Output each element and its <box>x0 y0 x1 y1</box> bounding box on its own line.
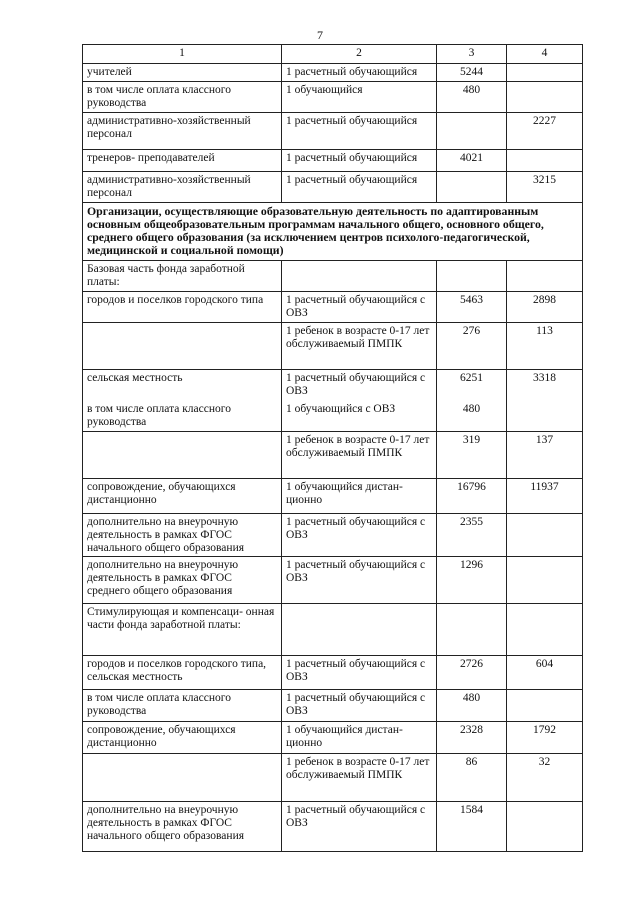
row-unit: 1 расчетный обучающийся <box>282 150 437 172</box>
row-unit: 1 ребенок в возрасте 0-17 лет обслуживаемый ПМПК <box>282 323 437 370</box>
row-unit: 1 ребенок в возрасте 0-17 лет обслуживаемый ПМПК <box>282 432 437 479</box>
row-unit <box>282 604 437 656</box>
row-value-4: 113 <box>507 323 583 370</box>
row-value-3: 480 <box>437 690 507 722</box>
table-row <box>83 261 583 292</box>
row-label: сопровождение, обучающихся дистанционно <box>83 722 282 754</box>
table-row <box>83 604 583 656</box>
section-heading: Организации, осуществляющие образовательную деятельность по адаптированным основным общеобразовательным программам начального общего, основного общего, среднего общего образования (за исключением центров психолого-педагогической, медицинской и социальной помощи) <box>83 203 583 261</box>
table-row <box>83 690 583 722</box>
row-value-3: 86 <box>437 754 507 802</box>
column-header-4: 4 <box>507 45 583 64</box>
row-unit: 1 расчетный обучающийся с ОВЗ <box>282 690 437 722</box>
row-label: Стимулирующая и компенсаци- онная части фонда заработной платы: <box>83 604 282 656</box>
table-row <box>83 292 583 323</box>
row-value-3: 319 <box>437 432 507 479</box>
row-label: городов и поселков городского типа, сельская местность <box>83 656 282 690</box>
row-label: учителей <box>83 64 282 82</box>
row-value-4 <box>507 802 583 852</box>
table-row <box>83 172 583 203</box>
row-unit: 1 расчетный обучающийся <box>282 64 437 82</box>
row-value-4: 604 <box>507 656 583 690</box>
table-row <box>83 113 583 150</box>
row-label: дополнительно на внеурочную деятельность в рамках ФГОС начального общего образования <box>83 514 282 557</box>
row-unit: 1 расчетный обучающийся с ОВЗ <box>282 557 437 604</box>
row-unit: 1 обучающийся <box>282 82 437 113</box>
row-value-4 <box>507 401 583 432</box>
row-value-3: 16796 <box>437 479 507 514</box>
table-row <box>83 802 583 852</box>
row-unit: 1 ребенок в возрасте 0-17 лет обслуживаемый ПМПК <box>282 754 437 802</box>
row-value-4: 1792 <box>507 722 583 754</box>
row-value-3: 480 <box>437 82 507 113</box>
row-label: дополнительно на внеурочную деятельность в рамках ФГОС среднего общего образования <box>83 557 282 604</box>
row-label: административно-хозяйственный персонал <box>83 113 282 150</box>
row-value-4 <box>507 64 583 82</box>
row-value-4: 2898 <box>507 292 583 323</box>
row-value-3: 1296 <box>437 557 507 604</box>
table-row <box>83 754 583 802</box>
row-value-4: 11937 <box>507 479 583 514</box>
row-label <box>83 754 282 802</box>
row-value-3: 2726 <box>437 656 507 690</box>
row-value-3: 480 <box>437 401 507 432</box>
row-value-4: 2227 <box>507 113 583 150</box>
row-value-3 <box>437 113 507 150</box>
row-value-3: 276 <box>437 323 507 370</box>
row-unit: 1 расчетный обучающийся с ОВЗ <box>282 292 437 323</box>
table-row <box>83 82 583 113</box>
section-heading-row <box>83 203 583 261</box>
row-value-4: 32 <box>507 754 583 802</box>
row-label: сопровождение, обучающихся дистанционно <box>83 479 282 514</box>
row-value-3 <box>437 172 507 203</box>
row-unit: 1 расчетный обучающийся с ОВЗ <box>282 514 437 557</box>
row-value-4 <box>507 514 583 557</box>
table-row <box>83 656 583 690</box>
row-unit: 1 расчетный обучающийся с ОВЗ <box>282 370 437 401</box>
row-unit <box>282 261 437 292</box>
row-value-4: 3215 <box>507 172 583 203</box>
row-value-4 <box>507 604 583 656</box>
row-unit: 1 расчетный обучающийся с ОВЗ <box>282 802 437 852</box>
row-label: сельская местность <box>83 370 282 401</box>
table-row <box>83 722 583 754</box>
row-label: в том числе оплата классного руководства <box>83 82 282 113</box>
row-value-3: 2328 <box>437 722 507 754</box>
table-row <box>83 370 583 401</box>
row-unit: 1 обучающийся дистан- ционно <box>282 722 437 754</box>
tariff-table <box>82 44 583 852</box>
row-value-3 <box>437 261 507 292</box>
row-value-3: 6251 <box>437 370 507 401</box>
row-value-4 <box>507 150 583 172</box>
table-row <box>83 432 583 479</box>
table-row <box>83 514 583 557</box>
row-value-4: 3318 <box>507 370 583 401</box>
row-value-4 <box>507 261 583 292</box>
row-label: тренеров- преподавателей <box>83 150 282 172</box>
table-row <box>83 323 583 370</box>
column-header-2: 2 <box>282 45 437 64</box>
table-row <box>83 401 583 432</box>
table-row <box>83 479 583 514</box>
row-value-3 <box>437 604 507 656</box>
row-value-3: 5244 <box>437 64 507 82</box>
column-header-3: 3 <box>437 45 507 64</box>
table-row <box>83 64 583 82</box>
row-unit: 1 расчетный обучающийся с ОВЗ <box>282 656 437 690</box>
row-label: Базовая часть фонда заработной платы: <box>83 261 282 292</box>
row-value-4 <box>507 557 583 604</box>
row-value-3: 5463 <box>437 292 507 323</box>
row-unit: 1 расчетный обучающийся <box>282 172 437 203</box>
row-value-4 <box>507 82 583 113</box>
row-label: городов и поселков городского типа <box>83 292 282 323</box>
row-label: в том числе оплата классного руководства <box>83 690 282 722</box>
row-unit: 1 обучающийся с ОВЗ <box>282 401 437 432</box>
row-value-3: 2355 <box>437 514 507 557</box>
row-label <box>83 432 282 479</box>
row-label <box>83 323 282 370</box>
row-value-3: 4021 <box>437 150 507 172</box>
row-unit: 1 обучающийся дистан- ционно <box>282 479 437 514</box>
row-value-3: 1584 <box>437 802 507 852</box>
column-header-1: 1 <box>83 45 282 64</box>
table-row <box>83 150 583 172</box>
table-row <box>83 557 583 604</box>
row-label: административно-хозяйственный персонал <box>83 172 282 203</box>
row-label: в том числе оплата классного руководства <box>83 401 282 432</box>
header-row <box>83 45 583 64</box>
row-value-4 <box>507 690 583 722</box>
page-number: 7 <box>317 28 323 42</box>
row-value-4: 137 <box>507 432 583 479</box>
row-unit: 1 расчетный обучающийся <box>282 113 437 150</box>
row-label: дополнительно на внеурочную деятельность в рамках ФГОС начального общего образования <box>83 802 282 852</box>
